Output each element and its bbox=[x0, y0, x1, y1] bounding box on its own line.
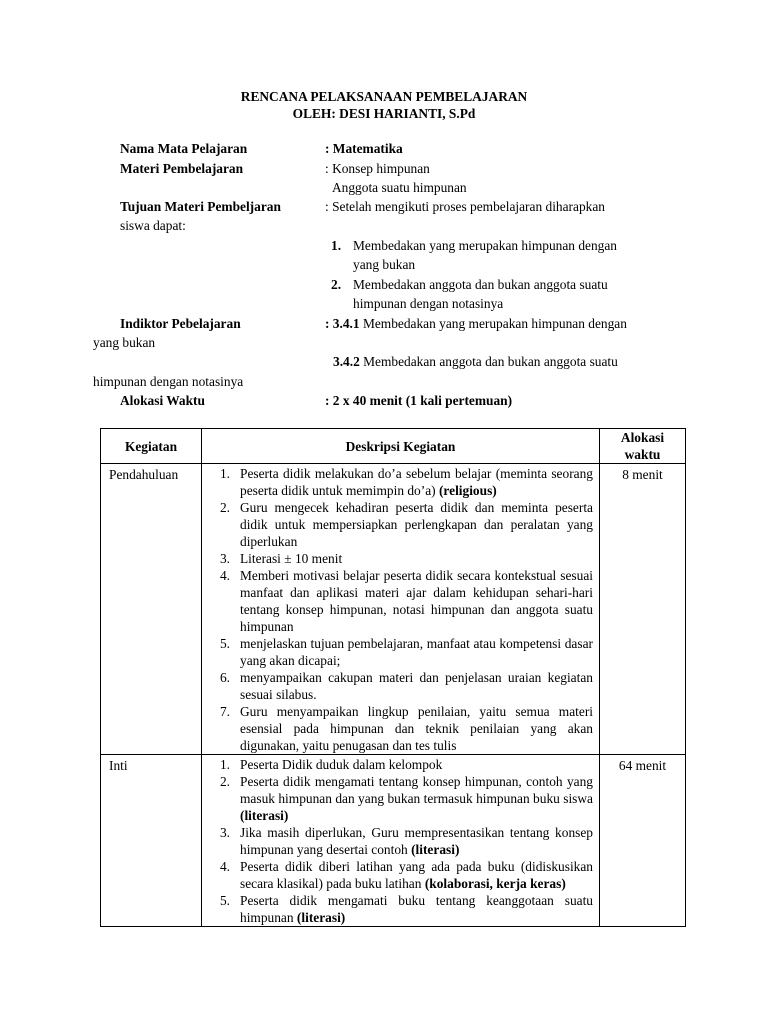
indikator-2-text: Membedakan anggota dan bukan anggota suatu bbox=[359, 354, 618, 369]
item-text: Peserta didik melakukan do’a sebelum belajar (meminta seorang peserta didik untuk memimpin do’a) bbox=[240, 466, 593, 498]
item-text: Peserta didik mengamati buku tentang keanggotaan suatu himpunan bbox=[240, 893, 593, 925]
deskripsi-item bbox=[202, 756, 593, 773]
indikator-1-text: Membedakan yang merupakan himpunan dengan bbox=[359, 316, 627, 331]
item-number: 3. bbox=[219, 825, 230, 840]
item-number: 3. bbox=[219, 551, 230, 566]
item-number: 1. bbox=[219, 466, 230, 481]
materi-label: Materi Pembelajaran bbox=[120, 161, 244, 176]
deskripsi-item bbox=[202, 703, 593, 754]
item-text: menjelaskan tujuan pembelajaran, manfaat atau kompetensi dasar yang akan dicapai; bbox=[240, 636, 593, 668]
item-text: Jika masih diperlukan, Guru mempresentasikan tentang konsep himpunan yang desertai contoh bbox=[240, 825, 593, 857]
item-number: 2. bbox=[219, 774, 230, 789]
item-text: menyampaikan cakupan materi dan penjelasan uraian kegiatan sesuai silabus. bbox=[240, 670, 593, 702]
materi-value-1: : Konsep himpunan bbox=[325, 161, 430, 176]
table-row bbox=[101, 464, 686, 755]
item-text: Guru mengecek kehadiran peserta didik dan meminta peserta didik untuk mempersiapkan perlengkapan dan peralatan yang diperlukan bbox=[240, 500, 593, 549]
indikator-2 bbox=[333, 353, 618, 370]
header-kegiatan: Kegiatan bbox=[101, 429, 202, 464]
deskripsi-item bbox=[202, 499, 593, 550]
kegiatan-cell: Pendahuluan bbox=[101, 464, 202, 755]
item-text: Literasi ± 10 menit bbox=[240, 551, 343, 566]
item-number: 1. bbox=[219, 757, 230, 772]
indikator-1-cont: yang bukan bbox=[93, 335, 156, 350]
alokasi-cell: 64 menit bbox=[600, 755, 686, 927]
tujuan-label: Tujuan Materi Pembeljaran bbox=[120, 199, 281, 214]
item-tag: (literasi) bbox=[296, 910, 346, 925]
deskripsi-item bbox=[202, 550, 593, 567]
deskripsi-cell bbox=[202, 755, 600, 927]
tujuan-item-num: 2. bbox=[331, 277, 342, 292]
deskripsi-item bbox=[202, 892, 593, 926]
deskripsi-item bbox=[202, 858, 593, 892]
item-number: 7. bbox=[219, 704, 230, 719]
tujuan-item-num: 1. bbox=[331, 238, 342, 253]
indikator-1-code: : 3.4.1 bbox=[325, 316, 360, 331]
page-author: OLEH: DESI HARIANTI, S.Pd bbox=[292, 106, 476, 121]
deskripsi-item bbox=[202, 773, 593, 824]
kegiatan-table bbox=[100, 428, 686, 927]
item-number: 2. bbox=[219, 500, 230, 515]
deskripsi-item bbox=[202, 824, 593, 858]
kegiatan-cell: Inti bbox=[101, 755, 202, 927]
deskripsi-item bbox=[202, 635, 593, 669]
item-number: 4. bbox=[219, 859, 230, 874]
item-tag: (kolaborasi, kerja keras) bbox=[424, 876, 566, 891]
item-text: Peserta Didik duduk dalam kelompok bbox=[240, 757, 443, 772]
item-tag: (literasi) bbox=[411, 842, 460, 857]
materi-value-2: Anggota suatu himpunan bbox=[332, 180, 467, 195]
tujuan-value: : Setelah mengikuti proses pembelajaran diharapkan bbox=[325, 199, 605, 214]
deskripsi-list bbox=[202, 464, 599, 754]
item-text: Memberi motivasi belajar peserta didik secara kontekstual sesuai manfaat dan aplikasi materi ajar dalam kehidupan sehari-hari tentang konsep himpunan, notasi himpunan dan anggota suatu himpunan bbox=[240, 568, 593, 634]
deskripsi-item bbox=[202, 669, 593, 703]
deskripsi-item bbox=[202, 567, 593, 635]
item-number: 6. bbox=[219, 670, 230, 685]
item-number: 5. bbox=[219, 636, 230, 651]
alokasi-cell: 8 menit bbox=[600, 464, 686, 755]
item-number: 5. bbox=[219, 893, 230, 908]
item-number: 4. bbox=[219, 568, 230, 583]
tujuan-item-text: yang bukan bbox=[353, 257, 416, 272]
item-tag: (religious) bbox=[438, 483, 497, 498]
alokasi-value: : 2 x 40 menit (1 kali pertemuan) bbox=[325, 393, 513, 408]
mapel-label: Nama Mata Pelajaran bbox=[120, 141, 248, 156]
tujuan-cont: siswa dapat: bbox=[120, 218, 186, 233]
item-text: Guru menyampaikan lingkup penilaian, yaitu semua materi esensial pada himpunan dan teknik penilaian yang akan digunakan, yaitu penugasan dan tes tulis bbox=[240, 704, 593, 753]
table-header-row bbox=[101, 429, 686, 464]
indikator-1 bbox=[325, 315, 627, 332]
mapel-value: : Matematika bbox=[325, 141, 403, 156]
header-alokasi: Alokasi waktu bbox=[600, 429, 686, 464]
deskripsi-item bbox=[202, 465, 593, 499]
page-title: RENCANA PELAKSANAAN PEMBELAJARAN bbox=[240, 89, 528, 104]
item-text: Peserta didik mengamati tentang konsep himpunan, contoh yang masuk himpunan dan yang bukan termasuk himpunan buku siswa bbox=[240, 774, 593, 806]
indikator-label: Indiktor Pebelajaran bbox=[120, 316, 241, 331]
deskripsi-cell bbox=[202, 464, 600, 755]
indikator-2-cont: himpunan dengan notasinya bbox=[93, 374, 244, 389]
indikator-2-code: 3.4.2 bbox=[333, 354, 360, 369]
tujuan-item-text: himpunan dengan notasinya bbox=[353, 296, 504, 311]
item-tag: (literasi) bbox=[240, 808, 289, 823]
deskripsi-list bbox=[202, 755, 599, 926]
header-deskripsi: Deskripsi Kegiatan bbox=[202, 429, 600, 464]
tujuan-item-text: Membedakan anggota dan bukan anggota suatu bbox=[353, 277, 608, 292]
tujuan-item-text: Membedakan yang merupakan himpunan dengan bbox=[353, 238, 618, 253]
alokasi-label: Alokasi Waktu bbox=[120, 393, 205, 408]
item-text: Peserta didik diberi latihan yang ada pada buku (didiskusikan secara klasikal) pada buku latihan bbox=[240, 859, 593, 891]
table-row bbox=[101, 755, 686, 927]
